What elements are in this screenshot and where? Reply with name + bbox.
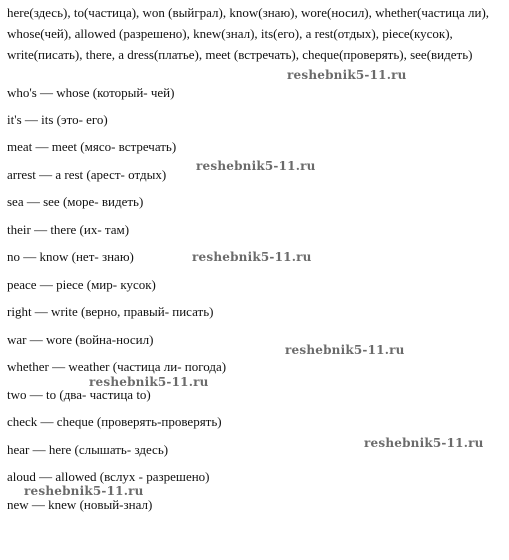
homophone-pair: new — knew (новый-знал) [7,497,153,512]
homophone-pair: their — there (их- там) [7,222,130,237]
homophone-pair: check — cheque (проверять-проверять) [7,414,222,429]
homophone-pair: whether — weather (частица ли- погода) [7,359,227,374]
homophone-pair: peace — piece (мир- кусок) [7,277,156,292]
homophone-pair: arrest — a rest (арест- отдых) [7,167,167,182]
site-watermark: reshebnik5-11.ru [287,68,407,82]
site-watermark: reshebnik5-11.ru [196,159,316,173]
homophone-pair: war — wore (война-носил) [7,332,154,347]
site-watermark: reshebnik5-11.ru [24,484,144,498]
homophone-pair: sea — see (море- видеть) [7,194,144,209]
homophone-pair: right — write (верно, правый- писать) [7,304,214,319]
site-watermark: reshebnik5-11.ru [89,375,209,389]
homophone-pair: no — know (нет- знаю) [7,249,134,264]
site-watermark: reshebnik5-11.ru [285,343,405,357]
homophone-pair: it's — its (это- его) [7,112,108,127]
intro-word-list: here(здесь), to(частица), won (выйграл), know(знаю), wore(носил), whether(частица ли), whose(чей), allowed (разрешено), knew(знал), its(его), a rest(отдых), piece(кусок), write(писать), there, a dress(платье), meet (встречать), cheque(проверять), see(видеть) [7,5,490,62]
homophone-pair: aloud — allowed (вслух - разрешено) [7,469,210,484]
site-watermark: reshebnik5-11.ru [192,250,312,264]
homophone-pair: hear — here (слышать- здесь) [7,442,169,457]
homophone-pair: who's — whose (который- чей) [7,85,175,100]
homophone-pair: two — to (два- частица to) [7,387,151,402]
homophone-pair: meat — meet (мясо- встречать) [7,139,177,154]
site-watermark: reshebnik5-11.ru [364,436,484,450]
